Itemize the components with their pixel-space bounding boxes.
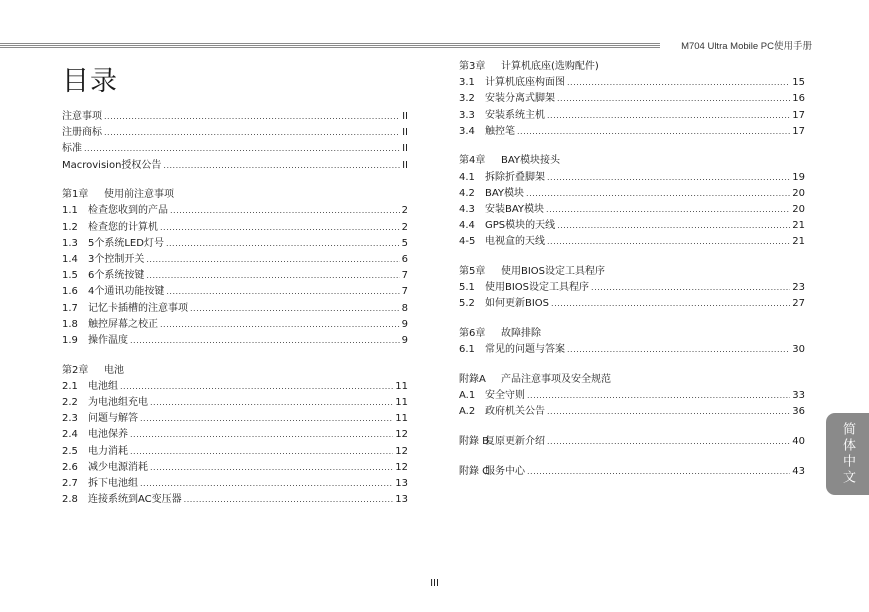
toc-entry[interactable] bbox=[459, 342, 805, 358]
toc-entry[interactable] bbox=[62, 411, 408, 427]
entry-page: 21 bbox=[792, 236, 805, 248]
entry-label: 操作温度 bbox=[88, 334, 128, 346]
dot-leader bbox=[190, 301, 400, 317]
entry-label: 拆除折叠脚架 bbox=[485, 171, 545, 183]
entry-page: 17 bbox=[792, 109, 805, 121]
entry-label: GPS模块的天线 bbox=[485, 220, 556, 232]
entry-label: 连接系统到AC变压器 bbox=[88, 494, 182, 506]
dot-leader bbox=[130, 333, 400, 349]
chapter-title: 使用前注意事项 bbox=[104, 189, 174, 201]
toc-entry[interactable] bbox=[459, 170, 805, 186]
entry-number: 1.9 bbox=[62, 334, 78, 346]
toc-right-column bbox=[459, 59, 805, 493]
dot-leader bbox=[130, 427, 393, 443]
entry-page: 19 bbox=[792, 171, 805, 183]
entry-page: 11 bbox=[395, 397, 408, 408]
entry-number: 2.3 bbox=[62, 413, 78, 425]
chapter-title: 故障排除 bbox=[501, 328, 541, 340]
toc-title: 目录 bbox=[62, 66, 118, 97]
entry-label: 计算机底座构面图 bbox=[485, 77, 565, 89]
entry-page: 13 bbox=[395, 494, 408, 506]
dot-leader bbox=[166, 284, 399, 300]
toc-entry[interactable] bbox=[459, 280, 805, 296]
entry-label: 注意事项 bbox=[62, 111, 102, 122]
entry-number: 5.2 bbox=[459, 298, 475, 310]
entry-number: 1.7 bbox=[62, 302, 78, 314]
dot-leader bbox=[527, 464, 790, 480]
chapter-heading bbox=[459, 326, 805, 342]
toc-entry[interactable] bbox=[62, 203, 408, 219]
toc-entry[interactable] bbox=[62, 158, 408, 174]
entry-label: 触控笔 bbox=[485, 125, 515, 137]
dot-leader bbox=[547, 234, 790, 250]
entry-page: II bbox=[402, 159, 408, 171]
toc-section bbox=[459, 434, 805, 450]
entry-page: II bbox=[402, 111, 408, 122]
dot-leader bbox=[146, 268, 399, 284]
entry-number: 3.2 bbox=[459, 93, 475, 105]
entry-page: 16 bbox=[792, 93, 805, 105]
entry-label: 检查您收到的产品 bbox=[88, 205, 168, 217]
dot-leader bbox=[150, 395, 393, 411]
entry-label: 政府机关公告 bbox=[485, 406, 545, 418]
toc-entry[interactable] bbox=[62, 301, 408, 317]
entry-number: 4.4 bbox=[459, 220, 475, 232]
toc-left-column bbox=[62, 109, 408, 522]
entry-page: 11 bbox=[395, 413, 408, 425]
page-number: III bbox=[430, 578, 439, 589]
toc-entry[interactable] bbox=[459, 108, 805, 124]
entry-label: 3个控制开关 bbox=[88, 254, 145, 265]
entry-label: 标准 bbox=[62, 143, 82, 155]
entry-label: 安装分离式脚架 bbox=[485, 93, 555, 105]
entry-page: 11 bbox=[395, 380, 408, 392]
entry-number: 1.5 bbox=[62, 270, 78, 282]
toc-entry[interactable] bbox=[62, 236, 408, 252]
toc-entry[interactable] bbox=[459, 124, 805, 140]
chapter-number: 第1章 bbox=[62, 189, 89, 201]
chapter-title: 计算机底座(选购配件) bbox=[501, 61, 599, 72]
entry-number: 2.5 bbox=[62, 445, 78, 457]
toc-entry[interactable] bbox=[62, 109, 408, 125]
entry-number: 1.3 bbox=[62, 237, 78, 249]
entry-label: 电力消耗 bbox=[88, 445, 128, 457]
chapter-number: 第2章 bbox=[62, 364, 89, 376]
toc-entry[interactable] bbox=[62, 268, 408, 284]
toc-entry[interactable] bbox=[62, 444, 408, 460]
entry-page: 30 bbox=[792, 344, 805, 356]
dot-leader bbox=[184, 492, 394, 508]
toc-entry[interactable] bbox=[459, 91, 805, 107]
entry-number: 1.4 bbox=[62, 254, 78, 265]
dot-leader bbox=[547, 170, 790, 186]
entry-page: 12 bbox=[395, 429, 408, 441]
entry-page: 36 bbox=[792, 406, 805, 418]
entry-number: 6.1 bbox=[459, 344, 475, 356]
entry-page: 8 bbox=[401, 302, 408, 314]
entry-number: 1.2 bbox=[62, 221, 78, 233]
toc-section bbox=[62, 109, 408, 174]
dot-leader bbox=[120, 379, 393, 395]
entry-label: 减少电源消耗 bbox=[88, 461, 148, 473]
entry-number: 附錄 C bbox=[459, 465, 490, 477]
entry-page: 33 bbox=[792, 390, 805, 402]
chapter-heading bbox=[459, 59, 805, 75]
dot-leader bbox=[104, 125, 400, 141]
entry-label: Macrovision授权公告 bbox=[62, 159, 162, 171]
entry-page: 7 bbox=[401, 286, 408, 298]
dot-leader bbox=[163, 158, 400, 174]
toc-entry[interactable] bbox=[62, 379, 408, 395]
entry-page: 20 bbox=[792, 204, 805, 215]
entry-page: 27 bbox=[792, 298, 805, 310]
entry-page: 43 bbox=[792, 465, 805, 477]
toc-entry[interactable] bbox=[459, 202, 805, 218]
toc-entry[interactable] bbox=[62, 317, 408, 333]
entry-label: 4个通讯功能按键 bbox=[88, 286, 165, 298]
entry-number: 4.1 bbox=[459, 171, 475, 183]
toc-entry[interactable] bbox=[62, 141, 408, 157]
dot-leader bbox=[591, 280, 790, 296]
entry-label: 电视盒的天线 bbox=[485, 236, 545, 248]
entry-number: 4-5 bbox=[459, 236, 476, 248]
entry-label: 电池组 bbox=[88, 380, 118, 392]
toc-entry[interactable] bbox=[62, 252, 408, 268]
dot-leader bbox=[546, 202, 790, 218]
dot-leader bbox=[160, 317, 400, 333]
entry-label: 检查您的计算机 bbox=[88, 221, 158, 233]
header-rule bbox=[0, 43, 660, 48]
entry-page: 7 bbox=[401, 270, 408, 282]
dot-leader bbox=[526, 186, 790, 202]
entry-page: 23 bbox=[792, 282, 805, 294]
dot-leader bbox=[170, 203, 400, 219]
entry-number: 4.3 bbox=[459, 204, 475, 215]
entry-number: 2.4 bbox=[62, 429, 78, 441]
entry-label: 服务中心 bbox=[485, 465, 525, 477]
entry-page: 6 bbox=[401, 254, 408, 265]
entry-label: 触控屏幕之校正 bbox=[88, 318, 158, 330]
entry-number: 2.6 bbox=[62, 461, 78, 473]
entry-page: 40 bbox=[792, 436, 805, 448]
dot-leader bbox=[104, 109, 400, 125]
entry-number: 2.1 bbox=[62, 380, 78, 392]
dot-leader bbox=[551, 296, 790, 312]
chapter-heading bbox=[62, 363, 408, 379]
entry-label: 记忆卡插槽的注意事项 bbox=[88, 302, 188, 314]
entry-label: 为电池组充电 bbox=[88, 397, 148, 408]
entry-label: 电池保养 bbox=[88, 429, 128, 441]
dot-leader bbox=[150, 460, 393, 476]
toc-entry[interactable] bbox=[459, 234, 805, 250]
language-tab[interactable] bbox=[826, 413, 869, 495]
toc-entry[interactable] bbox=[62, 125, 408, 141]
dot-leader bbox=[547, 108, 790, 124]
toc-entry[interactable] bbox=[459, 296, 805, 312]
entry-page: II bbox=[402, 127, 408, 139]
entry-page: 15 bbox=[792, 77, 805, 89]
chapter-number: 附錄A bbox=[459, 374, 486, 385]
dot-leader bbox=[527, 388, 790, 404]
entry-page: 13 bbox=[395, 477, 408, 489]
chapter-title: BAY模块接头 bbox=[501, 155, 561, 167]
dot-leader bbox=[146, 252, 399, 268]
entry-label: 常见的问题与答案 bbox=[485, 344, 565, 356]
chapter-title: 电池 bbox=[104, 364, 124, 376]
chapter-number: 第6章 bbox=[459, 328, 486, 340]
dot-leader bbox=[547, 404, 790, 420]
toc-entry[interactable] bbox=[459, 404, 805, 420]
entry-page: 12 bbox=[395, 445, 408, 457]
chapter-heading bbox=[459, 372, 805, 388]
dot-leader bbox=[547, 434, 790, 450]
entry-label: 拆下电池组 bbox=[88, 477, 138, 489]
toc-entry[interactable] bbox=[459, 218, 805, 234]
entry-number: 2.8 bbox=[62, 494, 78, 506]
toc-entry[interactable] bbox=[62, 220, 408, 236]
toc-entry[interactable] bbox=[62, 333, 408, 349]
toc-section bbox=[459, 264, 805, 313]
dot-leader bbox=[140, 476, 393, 492]
toc-entry[interactable] bbox=[62, 460, 408, 476]
entry-number: 5.1 bbox=[459, 282, 475, 294]
entry-page: 2 bbox=[401, 205, 408, 217]
entry-number: 4.2 bbox=[459, 187, 475, 199]
dot-leader bbox=[130, 444, 393, 460]
manual-title: M704 Ultra Mobile PC使用手册 bbox=[681, 41, 812, 52]
toc-section bbox=[459, 153, 805, 250]
entry-label: 使用BIOS设定工具程序 bbox=[485, 282, 590, 294]
toc-section bbox=[459, 464, 805, 480]
entry-label: 安装系统主机 bbox=[485, 109, 545, 121]
toc-section bbox=[459, 59, 805, 140]
entry-number: 2.2 bbox=[62, 397, 78, 408]
toc-entry[interactable] bbox=[459, 464, 805, 480]
toc-entry[interactable] bbox=[62, 395, 408, 411]
entry-number: 3.4 bbox=[459, 125, 475, 137]
toc-entry[interactable] bbox=[62, 476, 408, 492]
chapter-heading bbox=[459, 264, 805, 280]
dot-leader bbox=[557, 218, 790, 234]
entry-page: 12 bbox=[395, 461, 408, 473]
language-tab-label: 简体中文 bbox=[840, 422, 855, 486]
dot-leader bbox=[84, 141, 400, 157]
toc-entry[interactable] bbox=[459, 186, 805, 202]
entry-page: II bbox=[402, 143, 408, 155]
entry-number: 2.7 bbox=[62, 477, 78, 489]
entry-number: 3.1 bbox=[459, 77, 475, 89]
entry-number: 1.6 bbox=[62, 286, 78, 298]
entry-number: 3.3 bbox=[459, 109, 475, 121]
entry-page: 5 bbox=[401, 237, 408, 249]
entry-label: 安全守则 bbox=[485, 390, 525, 402]
chapter-number: 第4章 bbox=[459, 155, 486, 167]
dot-leader bbox=[517, 124, 790, 140]
dot-leader bbox=[567, 342, 790, 358]
entry-number: A.1 bbox=[459, 390, 476, 402]
entry-label: 安装BAY模块 bbox=[485, 204, 545, 215]
toc-entry[interactable] bbox=[459, 434, 805, 450]
entry-label: BAY模块 bbox=[485, 187, 525, 199]
entry-label: 问题与解答 bbox=[88, 413, 138, 425]
chapter-title: 产品注意事项及安全规范 bbox=[501, 374, 611, 385]
chapter-title: 使用BIOS设定工具程序 bbox=[501, 266, 606, 278]
toc-section bbox=[459, 372, 805, 421]
entry-page: 9 bbox=[401, 334, 408, 346]
entry-number: 附錄 B bbox=[459, 436, 490, 448]
chapter-heading bbox=[459, 153, 805, 169]
entry-page: 21 bbox=[792, 220, 805, 232]
entry-page: 9 bbox=[401, 318, 408, 330]
toc-section bbox=[62, 187, 408, 349]
entry-page: 2 bbox=[401, 221, 408, 233]
dot-leader bbox=[166, 236, 400, 252]
toc-entry[interactable] bbox=[62, 284, 408, 300]
toc-entry[interactable] bbox=[459, 75, 805, 91]
chapter-heading bbox=[62, 187, 408, 203]
entry-number: 1.1 bbox=[62, 205, 78, 217]
dot-leader bbox=[140, 411, 393, 427]
dot-leader bbox=[567, 75, 790, 91]
toc-section bbox=[62, 363, 408, 509]
entry-page: 17 bbox=[792, 125, 805, 137]
toc-entry[interactable] bbox=[62, 427, 408, 443]
toc-entry[interactable] bbox=[62, 492, 408, 508]
chapter-number: 第5章 bbox=[459, 266, 486, 278]
entry-label: 5个系统LED灯号 bbox=[88, 237, 164, 249]
dot-leader bbox=[557, 91, 790, 107]
entry-label: 复原更新介绍 bbox=[485, 436, 545, 448]
dot-leader bbox=[160, 220, 400, 236]
entry-label: 如何更新BIOS bbox=[485, 298, 550, 310]
entry-number: A.2 bbox=[459, 406, 476, 418]
entry-number: 1.8 bbox=[62, 318, 78, 330]
toc-section bbox=[459, 326, 805, 358]
chapter-number: 第3章 bbox=[459, 61, 486, 72]
entry-label: 6个系统按键 bbox=[88, 270, 145, 282]
toc-entry[interactable] bbox=[459, 388, 805, 404]
entry-label: 注册商标 bbox=[62, 127, 102, 139]
entry-page: 20 bbox=[792, 187, 805, 199]
